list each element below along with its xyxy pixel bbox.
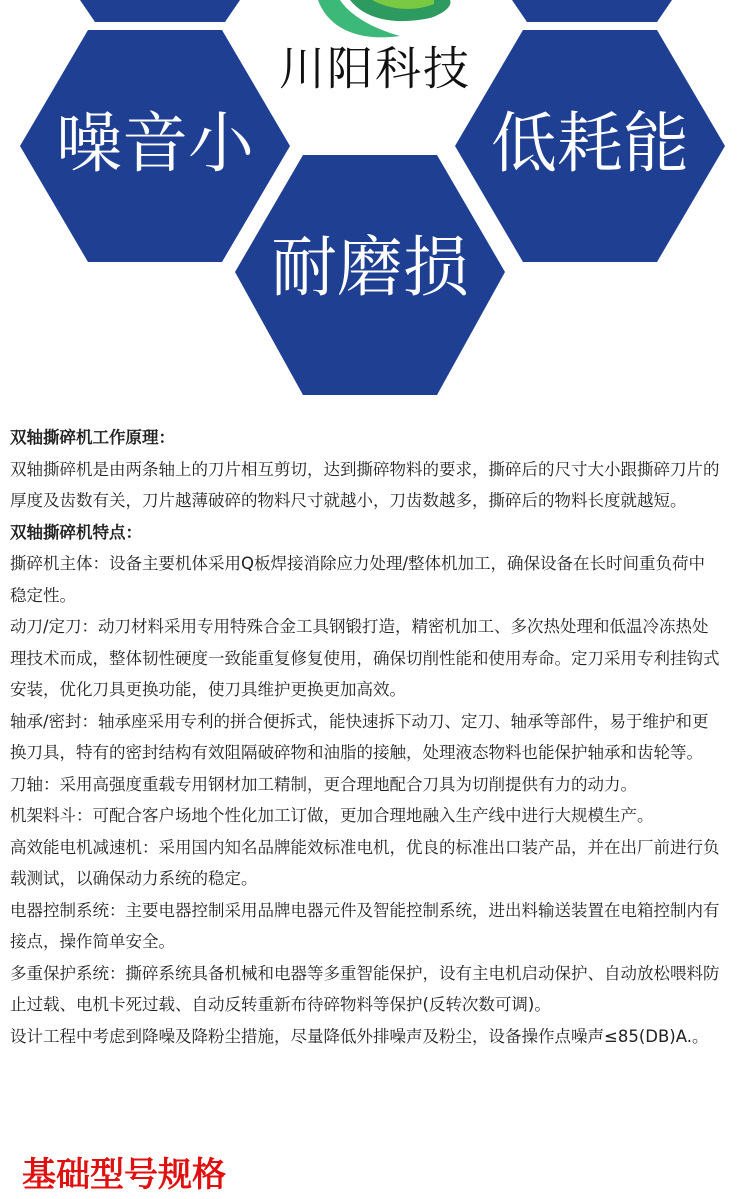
hexagon-right-label: 低耗能 [491,105,689,183]
hexagon-top-left [80,0,240,22]
feature-item: 电器控制系统：主要电器控制采用品牌电器元件及智能控制系统，进出料输送装置在电箱控制内有接点，操作简单安全。 [10,900,720,951]
feature-item: 轴承/密封：轴承座采用专利的拼合便拆式，能快速拆下动刀、定刀、轴承等部件，易于维护和更换刀具，特有的密封结构有效阻隔破碎物和油脂的接触，处理液态物料也能保护轴承和齿轮等。 [10,711,709,762]
feature-item: 机架料斗：可配合客户场地个性化加工订做，更加合理地融入生产线中进行大规模生产。 [10,806,654,825]
feature-item: 刀轴：采用高强度重载专用钢材加工精制，更合理地配合刀具为切削提供有力的动力。 [10,774,637,794]
specs-title: 基础型号规格 [22,1155,226,1195]
hexagon-top-right [512,0,672,22]
features-heading: 双轴撕碎机特点： [10,522,142,542]
hexagon-left-label: 噪音小 [56,105,254,183]
hexagon-center-label: 耐磨损 [271,229,469,307]
feature-item: 多重保护系统：撕碎系统具备机械和电器等多重智能保护，设有主电机启动保护、自动放松喂料防止过载、电机卡死过载、自动反转重新布待碎物料等保护(反转次数可调)。 [10,963,720,1014]
principle-text: 双轴撕碎机是由两条轴上的刀片相互剪切，达到撕碎物料的要求，撕碎后的尺寸大小跟撕碎刀片的厚度及齿数有关，刀片越薄破碎的物料尺寸就越小，刀齿数越多，撕碎后的物料长度就越短。 [10,459,720,510]
logo-icon [318,0,450,37]
feature-item: 动刀/定刀：动刀材料采用专用特殊合金工具钢锻打造，精密机加工、多次热处理和低温冷冻热处理技术而成，整体韧性硬度一致能重复修复使用，确保切削性能和使用寿命。定刀采用专利挂钩式安装，优化刀具更换功能，使刀具维护更换更加高效。 [10,617,720,699]
description-section [10,422,720,1052]
feature-item: 高效能电机减速机：采用国内知名品牌能效标准电机，优良的标准出口装产品，并在出厂前进行负载测试，以确保动力系统的稳定。 [10,837,720,888]
principle-heading: 双轴撕碎机工作原理： [10,428,175,447]
feature-item: 撕碎机主体：设备主要机体采用Q板焊接消除应力处理/整体机加工，确保设备在长时间重负荷中稳定性。 [10,554,706,605]
brand-name: 川阳科技 [279,41,471,96]
hero-banner [0,0,750,420]
feature-item: 设计工程中考虑到降噪及降粉尘措施，尽量降低外排噪声及粉尘，设备操作点噪声≤85(DB)A.。 [10,1026,709,1046]
